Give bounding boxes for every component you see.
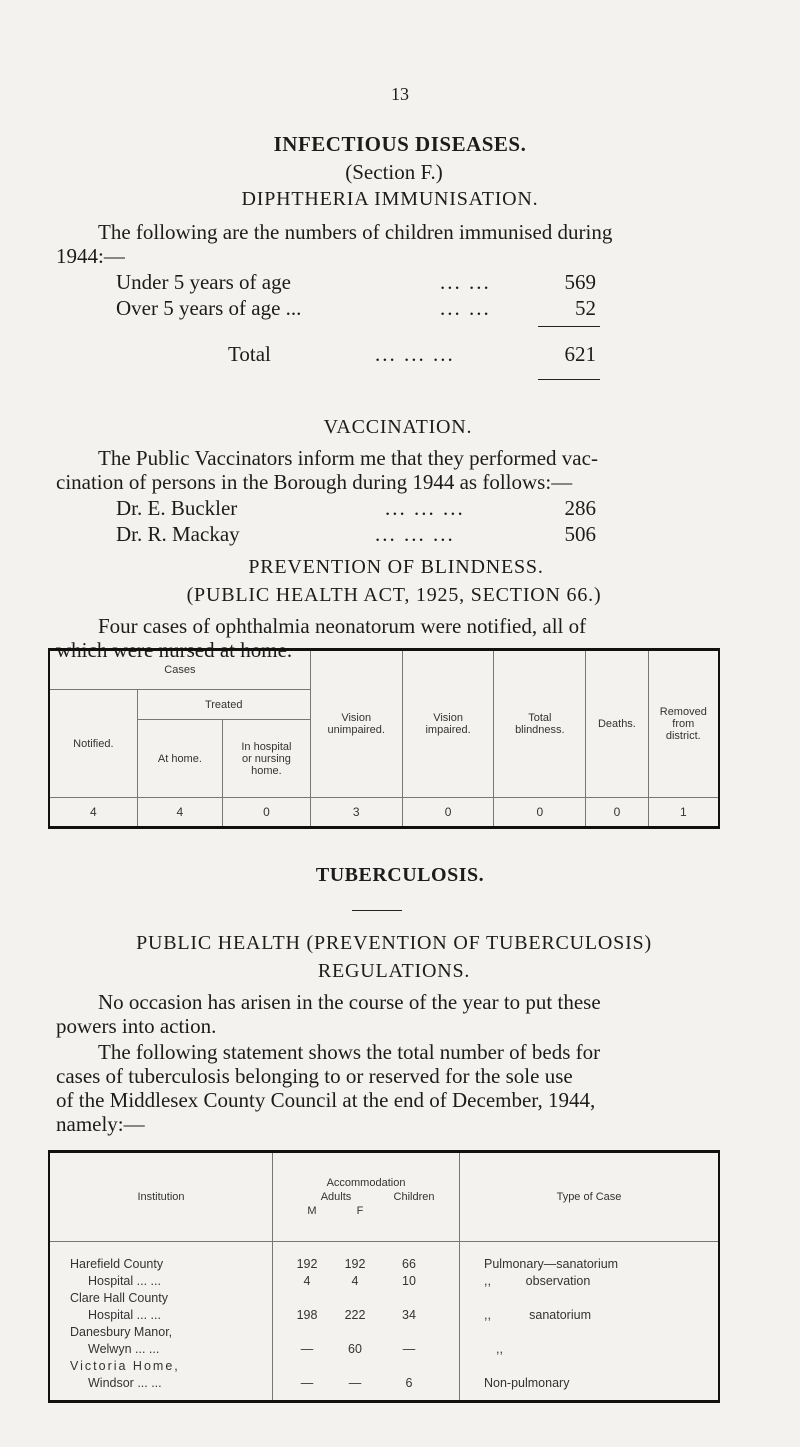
tb-c: — <box>402 1342 416 1356</box>
tb-row-type <box>484 1324 718 1341</box>
heading-vaccination: VACCINATION. <box>323 416 473 438</box>
tb-row-nums <box>283 1290 459 1307</box>
tb-row-nums <box>283 1341 459 1358</box>
under-5-value: 569 <box>564 270 596 294</box>
tb-f: 192 <box>344 1257 366 1271</box>
tb-row-type: ,, observation <box>484 1274 591 1288</box>
tb-f: — <box>348 1376 362 1390</box>
th-at-home: At home. <box>137 720 222 798</box>
th-notified: Notified. <box>49 690 137 798</box>
tb-c: 10 <box>402 1274 416 1288</box>
th-hospital-l1: In hospital <box>241 740 292 753</box>
vaccination-intro-line1: The Public Vaccinators inform me that they performed vac- <box>98 446 598 470</box>
tb-para2-line4: namely:— <box>56 1112 145 1136</box>
th-removed-l2: from <box>672 718 695 730</box>
tb-row-type <box>484 1290 718 1307</box>
tb-type-col <box>460 1242 720 1402</box>
total-bottom-rule <box>538 379 600 380</box>
tb-para1-line2: powers into action. <box>56 1014 217 1038</box>
under-5-label: Under 5 years of age <box>116 270 291 294</box>
th-children: Children <box>393 1191 435 1203</box>
th-institution: Institution <box>49 1152 273 1242</box>
page-number: 13 <box>391 84 409 104</box>
tb-accommodation-col <box>273 1242 460 1402</box>
over-5-value: 52 <box>575 296 596 320</box>
buckler-value: 286 <box>564 496 596 520</box>
vaccination-intro-line2: cination of persons in the Borough during 1944 as follows:— <box>56 470 573 494</box>
mackay-dots: ... ... ... <box>375 522 455 546</box>
mackay-value: 506 <box>564 522 596 546</box>
th-vision-unimpaired <box>310 650 402 798</box>
tb-c: 34 <box>402 1308 416 1322</box>
tb-row-nums <box>283 1273 459 1290</box>
tb-row-type: ,, <box>496 1342 503 1356</box>
val-removed: 1 <box>679 805 687 819</box>
tb-para2-line1: The following statement shows the total number of beds for <box>98 1040 601 1064</box>
tb-f: 222 <box>344 1308 366 1322</box>
th-adults: Adults <box>320 1191 352 1203</box>
tb-row-inst: Victoria Home, <box>70 1359 180 1373</box>
val-at-home: 4 <box>137 798 222 828</box>
over-5-dots: ... ... <box>440 296 491 320</box>
heading-diphtheria: DIPHTHERIA IMMUNISATION. <box>241 188 539 210</box>
val-hospital: 0 <box>223 798 311 828</box>
th-removed-l3: district. <box>665 730 701 742</box>
tb-row-inst: Windsor ... ... <box>88 1376 162 1390</box>
tb-para2-line3: of the Middlesex County Council at the end of December, 1944, <box>56 1088 596 1112</box>
under-5-dots: ... ... <box>440 270 491 294</box>
tb-m: 192 <box>296 1257 318 1271</box>
tb-m: — <box>300 1342 314 1356</box>
th-f: F <box>356 1205 364 1217</box>
th-accommodation-label: Accommodation <box>326 1177 406 1189</box>
th-adults-children-row <box>273 1190 459 1204</box>
tb-c: 66 <box>402 1257 416 1271</box>
th-vision-unimpaired-l1: Vision <box>341 712 372 724</box>
tb-row-inst: Welwyn ... ... <box>88 1342 160 1356</box>
tb-row-inst: Harefield County <box>70 1257 164 1271</box>
th-total-blindness-l2: blindness. <box>515 724 565 736</box>
tb-row-inst: Danesbury Manor, <box>70 1325 173 1339</box>
th-type-of-case: Type of Case <box>460 1152 720 1242</box>
tb-row-type: ,, sanatorium <box>484 1308 591 1322</box>
tb-row-nums <box>283 1256 459 1273</box>
total-dots: ... ... ... <box>375 342 455 366</box>
blindness-para-line2: which were nursed at home. <box>56 638 293 662</box>
th-deaths: Deaths. <box>586 650 648 798</box>
blindness-table <box>48 648 720 829</box>
tb-m: 4 <box>303 1274 311 1288</box>
th-cases: Cases <box>49 650 310 690</box>
th-removed <box>648 650 719 798</box>
th-vision-impaired-l2: impaired. <box>425 724 471 736</box>
diphtheria-intro-line2: 1944:— <box>56 244 125 268</box>
val-total-blindness: 0 <box>494 798 586 828</box>
th-hospital-l2: or nursing <box>241 752 291 765</box>
th-hospital-l3: home. <box>251 764 282 777</box>
th-accommodation <box>273 1152 460 1242</box>
tb-m: 198 <box>296 1308 318 1322</box>
over-5-label: Over 5 years of age ... <box>116 296 302 320</box>
tb-divider <box>352 910 402 911</box>
heading-blindness-act: (PUBLIC HEALTH ACT, 1925, SECTION 66.) <box>186 584 602 606</box>
tb-m: — <box>300 1376 314 1390</box>
th-hospital <box>223 720 311 798</box>
tb-row-type <box>484 1358 718 1375</box>
val-impaired: 0 <box>402 798 494 828</box>
tb-row-type: Pulmonary—sanatorium <box>484 1257 619 1271</box>
tb-row-inst: Hospital ... ... <box>88 1274 161 1288</box>
th-m: M <box>307 1205 317 1217</box>
th-removed-l1: Removed <box>659 706 707 718</box>
tb-para1-line1: No occasion has arisen in the course of the year to put these <box>98 990 601 1014</box>
val-notified: 4 <box>49 798 137 828</box>
th-total-blindness <box>494 650 586 798</box>
tb-row-nums <box>283 1375 459 1392</box>
total-label: Total <box>228 342 271 366</box>
th-treated: Treated <box>137 690 310 720</box>
blindness-para-line1: Four cases of ophthalmia neonatorum were notified, all of <box>98 614 587 638</box>
tb-row-inst: Clare Hall County <box>70 1291 168 1305</box>
heading-section: (Section F.) <box>345 160 443 184</box>
th-total-blindness-l1: Total <box>528 712 552 724</box>
heading-infectious-diseases: INFECTIOUS DISEASES. <box>273 132 527 156</box>
tb-row-nums <box>283 1307 459 1324</box>
th-mf-row <box>273 1204 459 1218</box>
tb-f: 60 <box>348 1342 362 1356</box>
tb-beds-table <box>48 1150 720 1403</box>
val-deaths: 0 <box>586 798 648 828</box>
diphtheria-intro-line1: The following are the numbers of children immunised during <box>98 220 613 244</box>
tb-row-type: Non-pulmonary <box>484 1376 570 1390</box>
heading-tuberculosis: TUBERCULOSIS. <box>315 864 485 886</box>
buckler-label: Dr. E. Buckler <box>116 496 238 520</box>
th-vision-impaired-l1: Vision <box>433 712 463 724</box>
tb-para2-line2: cases of tuberculosis belonging to or reserved for the sole use <box>56 1064 573 1088</box>
buckler-dots: ... ... ... <box>385 496 465 520</box>
th-vision-impaired <box>402 650 494 798</box>
tb-row-nums <box>283 1324 459 1341</box>
total-top-rule <box>538 326 600 327</box>
heading-tb-regs-line1: PUBLIC HEALTH (PREVENTION OF TUBERCULOSIS) <box>136 932 652 954</box>
heading-tb-regs-line2: REGULATIONS. <box>317 960 471 982</box>
th-vision-unimpaired-l2: unimpaired. <box>327 724 385 736</box>
tb-row-nums <box>283 1358 459 1375</box>
tb-institutions-col <box>49 1242 273 1402</box>
tb-row-inst: Hospital ... ... <box>88 1308 161 1322</box>
total-value: 621 <box>564 342 596 366</box>
heading-blindness: PREVENTION OF BLINDNESS. <box>248 556 544 578</box>
mackay-label: Dr. R. Mackay <box>116 522 240 546</box>
val-unimpaired: 3 <box>310 798 402 828</box>
tb-c: 6 <box>405 1376 413 1390</box>
tb-f: 4 <box>351 1274 359 1288</box>
